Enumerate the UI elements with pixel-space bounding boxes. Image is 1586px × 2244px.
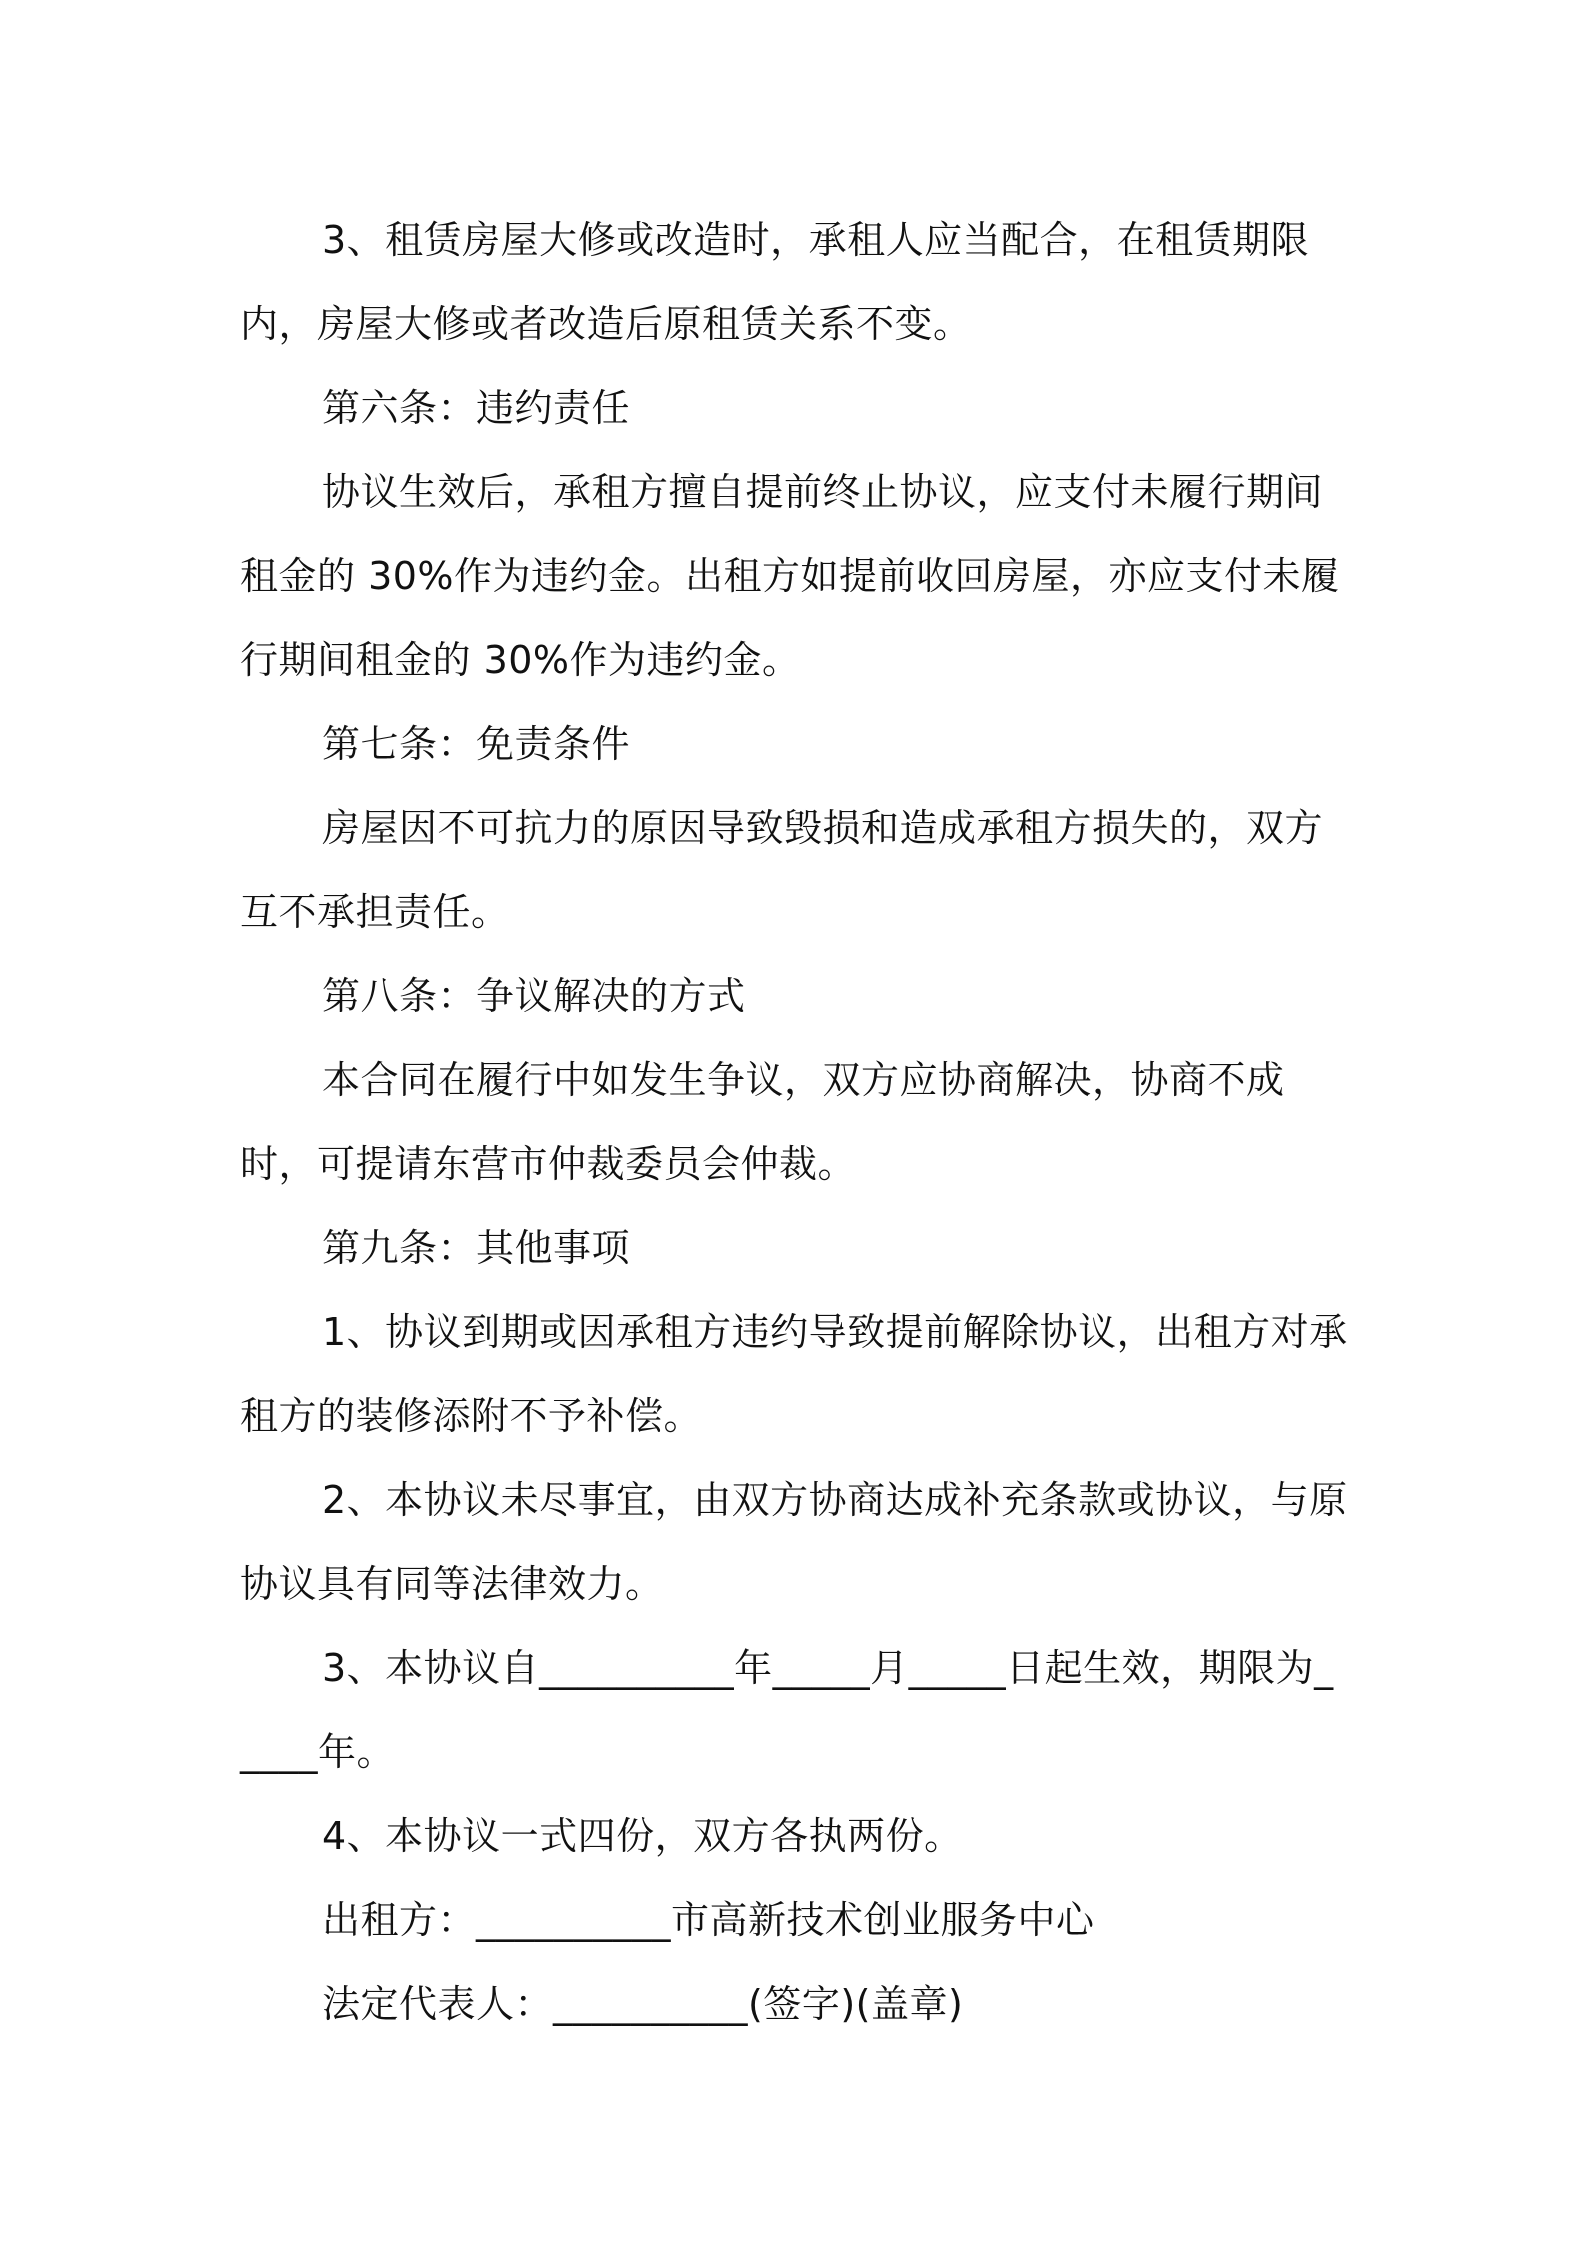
article-9-item-1: 1、协议到期或因承租方违约导致提前解除协议，出租方对承租方的装修添附不予补偿。 xyxy=(240,1310,1348,1438)
clause-5-item-3: 3、租赁房屋大修或改造时，承租人应当配合，在租赁期限内，房屋大修或者改造后原租赁关系不变。 xyxy=(240,218,1310,346)
article-9-heading: 第九条：其他事项 xyxy=(322,1226,631,1270)
article-6-body: 协议生效后，承租方擅自提前终止协议，应支付未履行期间租金的 30%作为违约金。出租方如提前收回房屋，亦应支付未履行期间租金的 30%作为违约金。 xyxy=(240,470,1340,682)
article-7-heading: 第七条：免责条件 xyxy=(322,722,631,766)
article-9-item-3: 3、本协议自__________年_____月_____日起生效，期限为_____年。 xyxy=(240,1646,1334,1774)
article-8-heading: 第八条：争议解决的方式 xyxy=(322,974,746,1018)
document-page xyxy=(240,198,1352,2046)
article-6-heading: 第六条：违约责任 xyxy=(322,386,631,430)
article-9-item-4: 4、本协议一式四份，双方各执两份。 xyxy=(322,1814,963,1858)
lessor-signature-line: 出租方：__________市高新技术创业服务中心 xyxy=(322,1898,1095,1942)
article-9-item-2: 2、本协议未尽事宜，由双方协商达成补充条款或协议，与原协议具有同等法律效力。 xyxy=(240,1478,1348,1606)
legal-representative-line: 法定代表人：__________(签字)(盖章) xyxy=(322,1982,964,2026)
article-8-body: 本合同在履行中如发生争议，双方应协商解决，协商不成时，可提请东营市仲裁委员会仲裁。 xyxy=(240,1058,1285,1186)
article-7-body: 房屋因不可抗力的原因导致毁损和造成承租方损失的，双方互不承担责任。 xyxy=(240,806,1324,934)
